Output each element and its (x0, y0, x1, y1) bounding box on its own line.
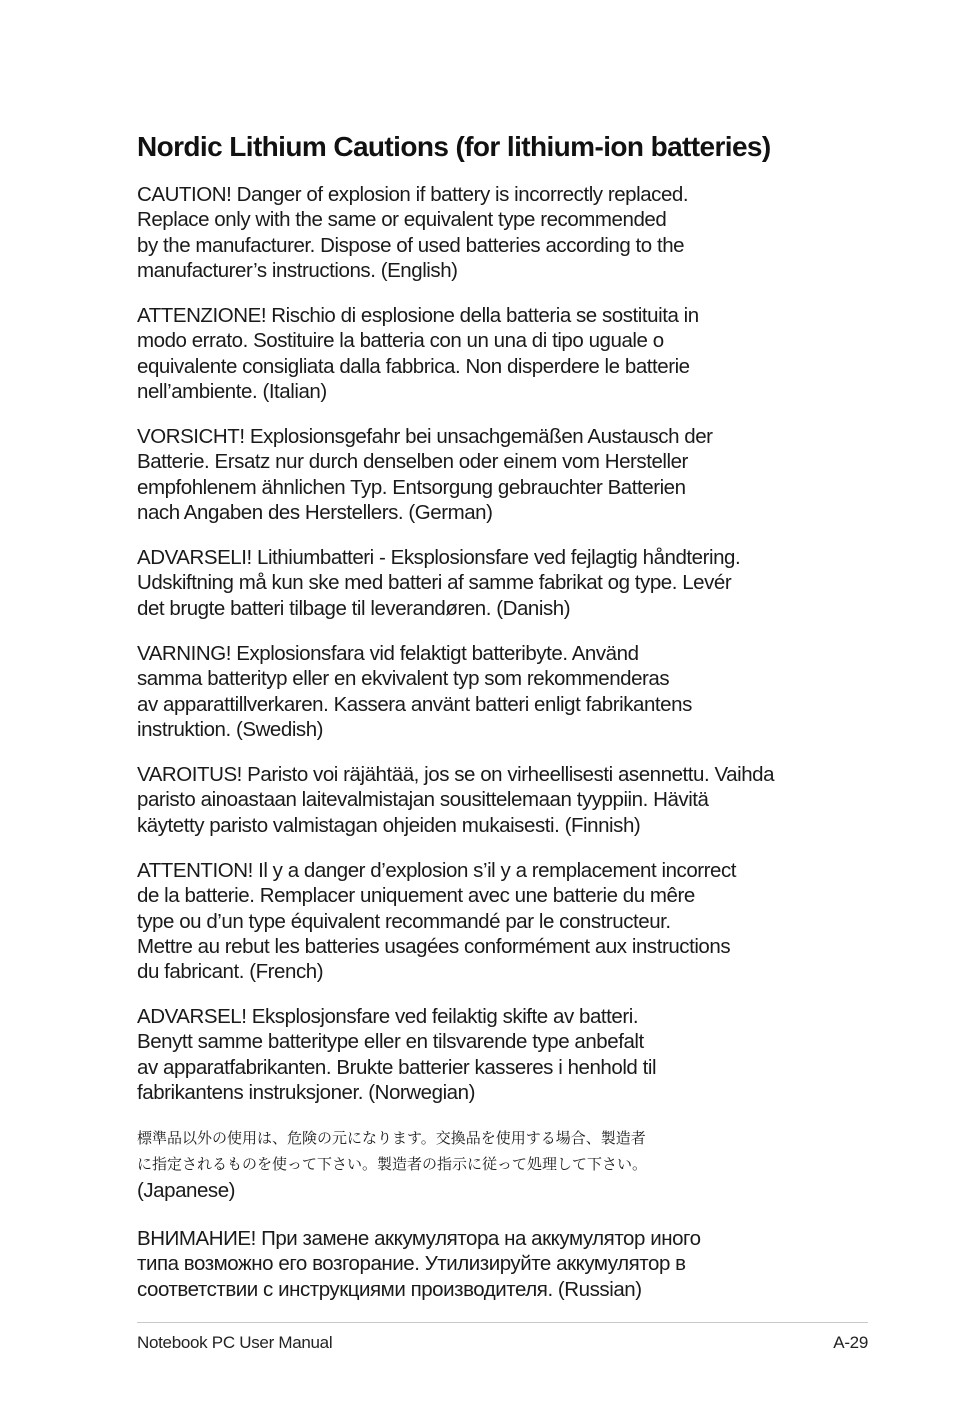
caution-line: CAUTION! Danger of explosion if battery is incorrectly replaced. (137, 183, 689, 206)
caution-line: Udskiftning må kun ske med batteri af samme fabrikat og type. Levér (137, 571, 732, 595)
caution-line: ВНИМАНИЕ! При замене аккумулятора на аккумулятор иного (137, 1227, 701, 1250)
caution-line: modo errato. Sostituire la batteria con un una di tipo uguale o (137, 329, 664, 353)
caution-line: nach Angaben des Herstellers. (German) (137, 500, 493, 524)
caution-line: ADVARSELI! Lithiumbatteri - Eksplosionsfare ved fejlagtig håndtering. (137, 546, 741, 569)
footer-page-number: A-29 (833, 1333, 868, 1352)
caution-line: samma batterityp eller en ekvivalent typ som rekommenderas (137, 667, 670, 691)
caution-line: de la batterie. Remplacer uniquement avec une batterie du mêre (137, 884, 695, 908)
caution-line: nell’ambiente. (Italian) (137, 379, 327, 403)
caution-finnish (137, 762, 837, 838)
caution-french (137, 858, 837, 984)
caution-line: du fabricant. (French) (137, 960, 324, 984)
caution-line: Batterie. Ersatz nur durch denselben oder einem vom Hersteller (137, 450, 688, 474)
caution-line: empfohlenem ähnlichen Typ. Entsorgung gebrauchter Batterien (137, 475, 686, 499)
caution-line: Replace only with the same or equivalent type recommended (137, 208, 667, 232)
caution-line: equivalente consigliata dalla fabbrica. Non disperdere le batterie (137, 354, 690, 378)
caution-line: type ou d’un type équivalent recommandé par le constructeur. (137, 909, 671, 933)
caution-line: ATTENTION! Il y a danger d’explosion s’il y a remplacement incorrect (137, 859, 737, 882)
caution-swedish (137, 641, 837, 742)
caution-english (137, 182, 837, 283)
caution-line: VAROITUS! Paristo voi räjähtää, jos se on virheellisesti asennettu. Vaihda (137, 763, 775, 786)
caution-line: に指定されるものを使って下さい。製造者の指示に従って処理して下さい。 (137, 1154, 648, 1173)
caution-line: av apparattillverkaren. Kassera använt batteri enligt fabrikantens (137, 692, 692, 716)
caution-line: fabrikantens instruksjoner. (Norwegian) (137, 1080, 475, 1104)
caution-line: instruktion. (Swedish) (137, 717, 324, 741)
caution-line: ADVARSEL! Eksplosjonsfare ved feilaktig skifte av batteri. (137, 1005, 639, 1028)
caution-line: 標準品以外の使用は、危険の元になります。交換品を使用する場合、製造者 (137, 1129, 646, 1147)
caution-norwegian (137, 1004, 837, 1105)
caution-russian (137, 1226, 837, 1302)
caution-line: manufacturer’s instructions. (English) (137, 258, 458, 282)
caution-line: det brugte batteri tilbage til leverandøren. (Danish) (137, 596, 571, 620)
footer-manual-title: Notebook PC User Manual (137, 1333, 333, 1352)
caution-line: paristo ainoastaan laitevalmistajan sousittelemaan tyyppiin. Hävitä (137, 788, 709, 812)
caution-line: ATTENZIONE! Rischio di esplosione della batteria se sostituita in (137, 304, 699, 327)
caution-language-tag: (Japanese) (137, 1179, 236, 1202)
caution-line: by the manufacturer. Dispose of used batteries according to the (137, 233, 685, 257)
caution-line: VARNING! Explosionsfara vid felaktigt batteribyte. Använd (137, 642, 639, 665)
caution-line: соответствии с инструкциями производителя. (Russian) (137, 1277, 642, 1301)
caution-line: Benytt samme batteritype eller en tilsvarende type anbefalt (137, 1030, 644, 1054)
caution-line: типа возможно его возгорание. Утилизируйте аккумулятор в (137, 1252, 686, 1276)
caution-japanese (137, 1126, 837, 1205)
caution-italian (137, 303, 837, 404)
caution-line: Mettre au rebut les batteries usagées conformément aux instructions (137, 934, 731, 958)
footer-divider (137, 1322, 868, 1323)
caution-danish (137, 545, 837, 621)
caution-line: käytetty paristo valmistagan ohjeiden mukaisesti. (Finnish) (137, 813, 641, 837)
page-title: Nordic Lithium Cautions (for lithium-ion batteries) (137, 131, 771, 162)
caution-line: av apparatfabrikanten. Brukte batterier kasseres i henhold til (137, 1055, 657, 1079)
caution-german (137, 424, 837, 525)
caution-line: VORSICHT! Explosionsgefahr bei unsachgemäßen Austausch der (137, 425, 713, 448)
